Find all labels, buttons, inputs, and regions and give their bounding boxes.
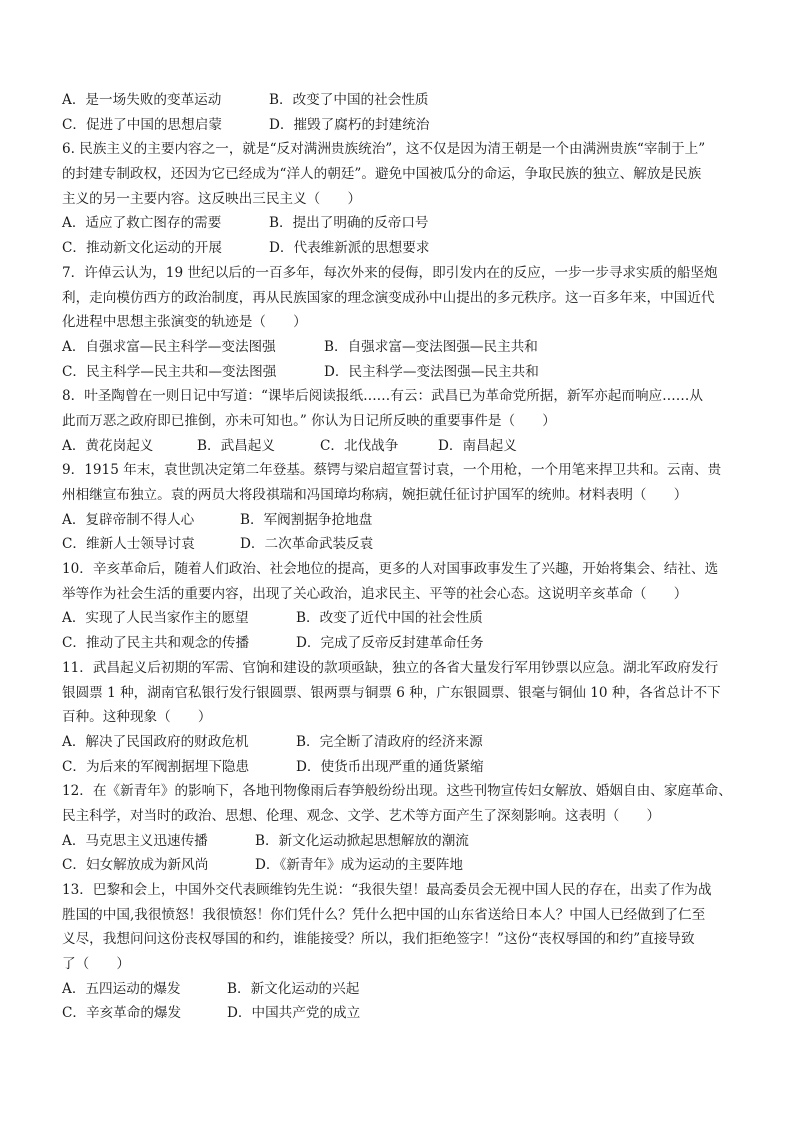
q6-stem-line: 主义的另一主要内容。这反映出三民主义（ ） (62, 190, 362, 207)
q8-stem-line: 8．叶圣陶曾在一则日记中写道：“课毕后阅读报纸……有云：武昌已为革命党所据，新军亦起而响应……从 (62, 388, 703, 405)
q7-stem-line: 7．许倬云认为，19 世纪以后的一百多年，每次外来的侵侮，即引发内在的反应，一步一步寻求实质的船坚炮 (62, 264, 718, 281)
q7-option-c: C．民主科学—民主共和—变法图强 (62, 363, 277, 380)
q8-option-b: B．武昌起义 (197, 437, 275, 454)
q6-options-row-2 (62, 236, 738, 261)
q6-option-b: B．提出了明确的反帝口号 (269, 215, 429, 232)
q6-option-c: C．推动新文化运动的开展 (62, 240, 222, 257)
q9-option-c: C．维新人士领导讨袁 (62, 536, 195, 553)
q9-option-a: A．复辟帝制不得人心 (62, 511, 195, 528)
q5-options-row-2 (62, 113, 738, 138)
q6-stem-line: 的封建专制政权，还因为它已经成为“洋人的朝廷”。避免中国被瓜分的命运，争取民族的独立、解放是民族 (62, 166, 702, 183)
q5-options-row-1 (62, 88, 738, 113)
q5-option-d: D．摧毁了腐朽的封建统治 (269, 116, 430, 133)
q9-options-row-2 (62, 532, 738, 557)
q6-option-d: D．代表维新派的思想要求 (269, 240, 430, 257)
q12-option-d: D．《新青年》成为运动的主要阵地 (255, 857, 464, 874)
q13-option-d: D．中国共产党的成立 (227, 1005, 361, 1022)
q7-option-a: A．自强求富—民主科学—变法图强 (62, 338, 276, 355)
q10-stem-line: 举等作为社会生活的重要内容，出现了关心政治，追求民主、平等的社会心态。这说明辛亥革命（ ） (62, 585, 688, 602)
q12-stem-line: 12．在《新青年》的影响下，各地刊物像雨后春笋般纷纷出现。这些刊物宣传妇女解放、婚姻自由、家庭革命、 (62, 783, 732, 800)
q8-stem-line: 此而万恶之政府即已推倒，亦未可知也。” 你认为日记所反映的重要事件是（ ） (62, 412, 556, 429)
q7-option-d: D．民主科学—变法图强—民主共和 (324, 363, 539, 380)
q11-options-row-2 (62, 755, 738, 780)
q7-stem-line: 化进程中思想主张演变的轨迹是（ ） (62, 314, 307, 331)
q8-option-d: D．南昌起义 (438, 437, 517, 454)
q6-stem-line: 6. 民族主义的主要内容之一，就是“反对满洲贵族统治”，这不仅是因为清王朝是一个由满洲贵族“宰制于上” (62, 141, 706, 158)
q12-option-b: B．新文化运动掀起思想解放的潮流 (255, 832, 469, 849)
q6-options-row-1 (62, 211, 738, 236)
q13-stem-line: 13．巴黎和会上，中国外交代表顾维钧先生说：“我很失望！最高委员会无视中国人民的存在，出卖了作为战 (62, 882, 712, 898)
q5-option-a: A．是一场失败的变革运动 (62, 92, 222, 108)
q8-option-a: A．黄花岗起义 (62, 437, 154, 454)
q8-options-row (62, 434, 738, 459)
q12-stem-line: 民主科学，对当时的政治、思想、伦理、观念、文学、艺术等方面产生了深刻影响。这表明（ ） (62, 807, 661, 824)
q5-option-c: C．促进了中国的思想启蒙 (62, 116, 222, 133)
q11-option-c: C．为后来的军阀割据埋下隐患 (62, 758, 250, 775)
q13-stem-line: 义尽，我想问问这份丧权辱国的和约，谁能接受？所以，我们拒绝签字！”这份“丧权辱国的和约”直接导致 (62, 931, 695, 948)
q13-stem-line: 胜国的中国,我很愤怒！我很愤怒！你们凭什么？凭什么把中国的山东省送给日本人？中国人已经做到了仁至 (62, 906, 706, 923)
q10-option-b: B．改变了近代中国的社会性质 (296, 610, 483, 627)
q12-options-row-1 (62, 829, 738, 854)
q11-option-b: B．完全断了清政府的经济来源 (296, 733, 483, 750)
q8-option-c: C．北伐战争 (320, 437, 399, 454)
q7-options-row-1 (62, 335, 738, 360)
q12-option-a: A．马克思主义迅速传播 (62, 832, 208, 849)
q11-stem-line: 百种。这种现象（ ） (62, 709, 212, 726)
q11-options-row-1 (62, 730, 738, 755)
q13-options-row-2 (62, 1001, 738, 1026)
q13-option-a: A．五四运动的爆发 (62, 980, 181, 997)
q11-option-a: A．解决了民国政府的财政危机 (62, 733, 249, 750)
q9-option-b: B．军阀割据争抢地盘 (240, 511, 373, 528)
q9-stem-line: 州相继宣布独立。袁的两员大将段祺瑞和冯国璋均称病，婉拒就任征讨护国军的统帅。材料表明（ ） (62, 487, 688, 503)
q10-options-row-1 (62, 606, 738, 631)
q10-options-row-2 (62, 631, 738, 656)
q9-option-d: D．二次革命武装反袁 (240, 536, 374, 553)
q6-option-a: A．适应了救亡图存的需要 (62, 215, 222, 232)
q13-option-c: C．辛亥革命的爆发 (62, 1005, 182, 1022)
q9-options-row-1 (62, 508, 738, 533)
q7-stem-line: 利，走向模仿西方的政治制度，再从民族国家的理念演变成孙中山提出的多元秩序。这一百多年来，中国近代 (62, 289, 715, 306)
q9-stem-line: 9．1915 年末，袁世凯决定第二年登基。蔡锷与梁启超宣誓讨袁，一个用枪，一个用笔来捍卫共和。云南、贵 (62, 462, 722, 479)
q10-option-d: D．完成了反帝反封建革命任务 (296, 635, 484, 652)
q13-stem-line: 了（ ） (62, 956, 130, 973)
q12-options-row-2 (62, 853, 738, 878)
exam-page (62, 88, 738, 1026)
q11-stem-line: 11．武昌起义后初期的军需、官饷和建设的款项亟缺，独立的各省大量发行军用钞票以应急。湖北军政府发行 (62, 659, 719, 676)
q12-option-c: C．妇女解放成为新风尚 (62, 857, 209, 874)
q13-option-b: B．新文化运动的兴起 (227, 980, 360, 997)
q10-option-c: C．推动了民主共和观念的传播 (62, 635, 250, 652)
q11-stem-line: 银圆票 1 种，湖南官私银行发行银圆票、银两票与铜票 6 种，广东银圆票、银毫与铜仙 10 种，各省总计不下 (62, 684, 721, 701)
q7-options-row-2 (62, 360, 738, 385)
q7-option-b: B．自强求富—变法图强—民主共和 (324, 338, 538, 355)
q11-option-d: D．使货币出现严重的通货紧缩 (296, 758, 484, 775)
q5-option-b: B．改变了中国的社会性质 (269, 92, 429, 108)
q10-option-a: A．实现了人民当家作主的愿望 (62, 610, 249, 627)
q13-options-row-1 (62, 977, 738, 1002)
q10-stem-line: 10．辛亥革命后，随着人们政治、社会地位的提高，更多的人对国事政事发生了兴趣，开始将集会、结社、选 (62, 561, 719, 578)
